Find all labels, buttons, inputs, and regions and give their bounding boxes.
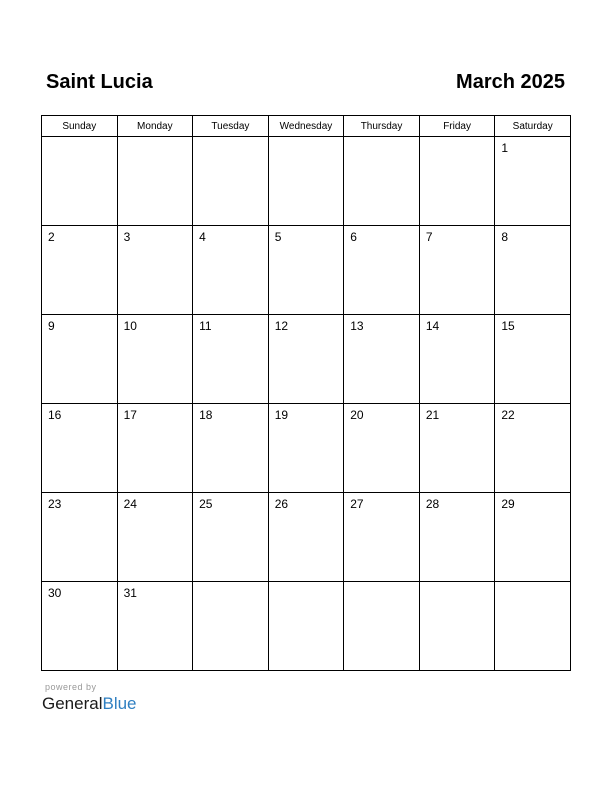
day-cell[interactable] (117, 493, 193, 582)
weekday-header: Friday (419, 116, 495, 137)
day-number: 4 (199, 230, 206, 244)
day-cell[interactable] (268, 493, 344, 582)
day-number (420, 582, 495, 586)
day-number: 9 (48, 319, 55, 333)
day-cell[interactable] (419, 493, 495, 582)
day-number: 27 (350, 497, 364, 511)
brand-logo[interactable] (42, 694, 137, 714)
empty-day-cell (344, 137, 420, 226)
empty-day-cell (495, 582, 571, 671)
day-cell[interactable] (495, 493, 571, 582)
brand-general-text: General (42, 694, 103, 713)
day-number: 7 (425, 230, 433, 244)
day-number: 12 (274, 319, 289, 333)
day-cell[interactable] (344, 226, 420, 315)
week-row (42, 226, 571, 315)
day-cell[interactable] (495, 404, 571, 493)
day-number: 21 (425, 408, 440, 422)
day-number: 22 (501, 408, 515, 422)
weekday-header: Wednesday (268, 116, 344, 137)
day-number: 28 (425, 497, 440, 511)
weekday-header: Tuesday (193, 116, 269, 137)
empty-day-cell (268, 582, 344, 671)
day-number: 23 (48, 497, 62, 511)
empty-day-cell (117, 137, 193, 226)
day-number: 20 (350, 408, 364, 422)
weekday-header: Thursday (344, 116, 420, 137)
day-number: 14 (425, 319, 440, 333)
calendar-body (42, 137, 571, 671)
day-number: 11 (199, 319, 212, 333)
week-row (42, 582, 571, 671)
day-number (344, 582, 419, 586)
weekday-header-row (42, 116, 571, 137)
day-number (193, 137, 268, 141)
day-number: 17 (123, 408, 137, 422)
weekday-header: Saturday (495, 116, 571, 137)
week-row (42, 315, 571, 404)
day-number: 8 (501, 230, 509, 244)
day-number (269, 582, 344, 586)
day-cell[interactable] (193, 315, 269, 404)
day-number: 16 (48, 408, 62, 422)
country-title: Saint Lucia (46, 71, 153, 93)
day-number: 18 (199, 408, 213, 422)
day-number (495, 582, 570, 586)
day-cell[interactable] (42, 493, 118, 582)
day-cell[interactable] (495, 226, 571, 315)
empty-day-cell (344, 582, 420, 671)
day-number (344, 137, 419, 141)
day-cell[interactable] (419, 315, 495, 404)
day-number: 13 (350, 319, 364, 333)
month-year-title: March 2025 (456, 71, 565, 93)
day-number: 2 (48, 230, 55, 244)
day-cell[interactable] (42, 226, 118, 315)
empty-day-cell (42, 137, 118, 226)
week-row (42, 137, 571, 226)
day-cell[interactable] (42, 404, 118, 493)
day-cell[interactable] (193, 493, 269, 582)
day-cell[interactable] (268, 315, 344, 404)
day-number: 10 (123, 319, 137, 333)
day-cell[interactable] (117, 315, 193, 404)
week-row (42, 493, 571, 582)
day-cell[interactable] (344, 404, 420, 493)
empty-day-cell (419, 582, 495, 671)
day-cell[interactable] (42, 582, 118, 671)
day-cell[interactable] (344, 315, 420, 404)
day-number: 31 (123, 586, 137, 600)
day-number: 26 (274, 497, 289, 511)
day-number (420, 137, 495, 141)
day-number: 24 (123, 497, 137, 511)
day-cell[interactable] (419, 404, 495, 493)
day-cell[interactable] (117, 404, 193, 493)
day-cell[interactable] (193, 404, 269, 493)
day-number: 25 (199, 497, 213, 511)
day-number: 29 (501, 497, 515, 511)
empty-day-cell (193, 582, 269, 671)
day-cell[interactable] (419, 226, 495, 315)
day-cell[interactable] (268, 226, 344, 315)
day-number (269, 137, 344, 141)
empty-day-cell (193, 137, 269, 226)
day-cell[interactable] (193, 226, 269, 315)
powered-by-label: powered by (45, 682, 97, 692)
day-number (118, 137, 193, 141)
day-number: 5 (274, 230, 282, 244)
day-number: 19 (274, 408, 289, 422)
brand-blue-text: Blue (102, 694, 137, 713)
empty-day-cell (268, 137, 344, 226)
day-cell[interactable] (344, 493, 420, 582)
day-number: 6 (350, 230, 357, 244)
week-row (42, 404, 571, 493)
weekday-header: Sunday (42, 116, 118, 137)
day-cell[interactable] (42, 315, 118, 404)
day-cell[interactable] (117, 226, 193, 315)
weekday-header: Monday (117, 116, 193, 137)
empty-day-cell (419, 137, 495, 226)
day-cell[interactable] (495, 137, 571, 226)
day-number (193, 582, 268, 586)
day-number: 3 (123, 230, 131, 244)
day-number: 15 (501, 319, 515, 333)
day-number: 1 (501, 141, 509, 155)
day-cell[interactable] (495, 315, 571, 404)
calendar-grid (41, 115, 571, 671)
day-cell[interactable] (117, 582, 193, 671)
day-number (42, 137, 117, 141)
day-cell[interactable] (268, 404, 344, 493)
day-number: 30 (48, 586, 62, 600)
